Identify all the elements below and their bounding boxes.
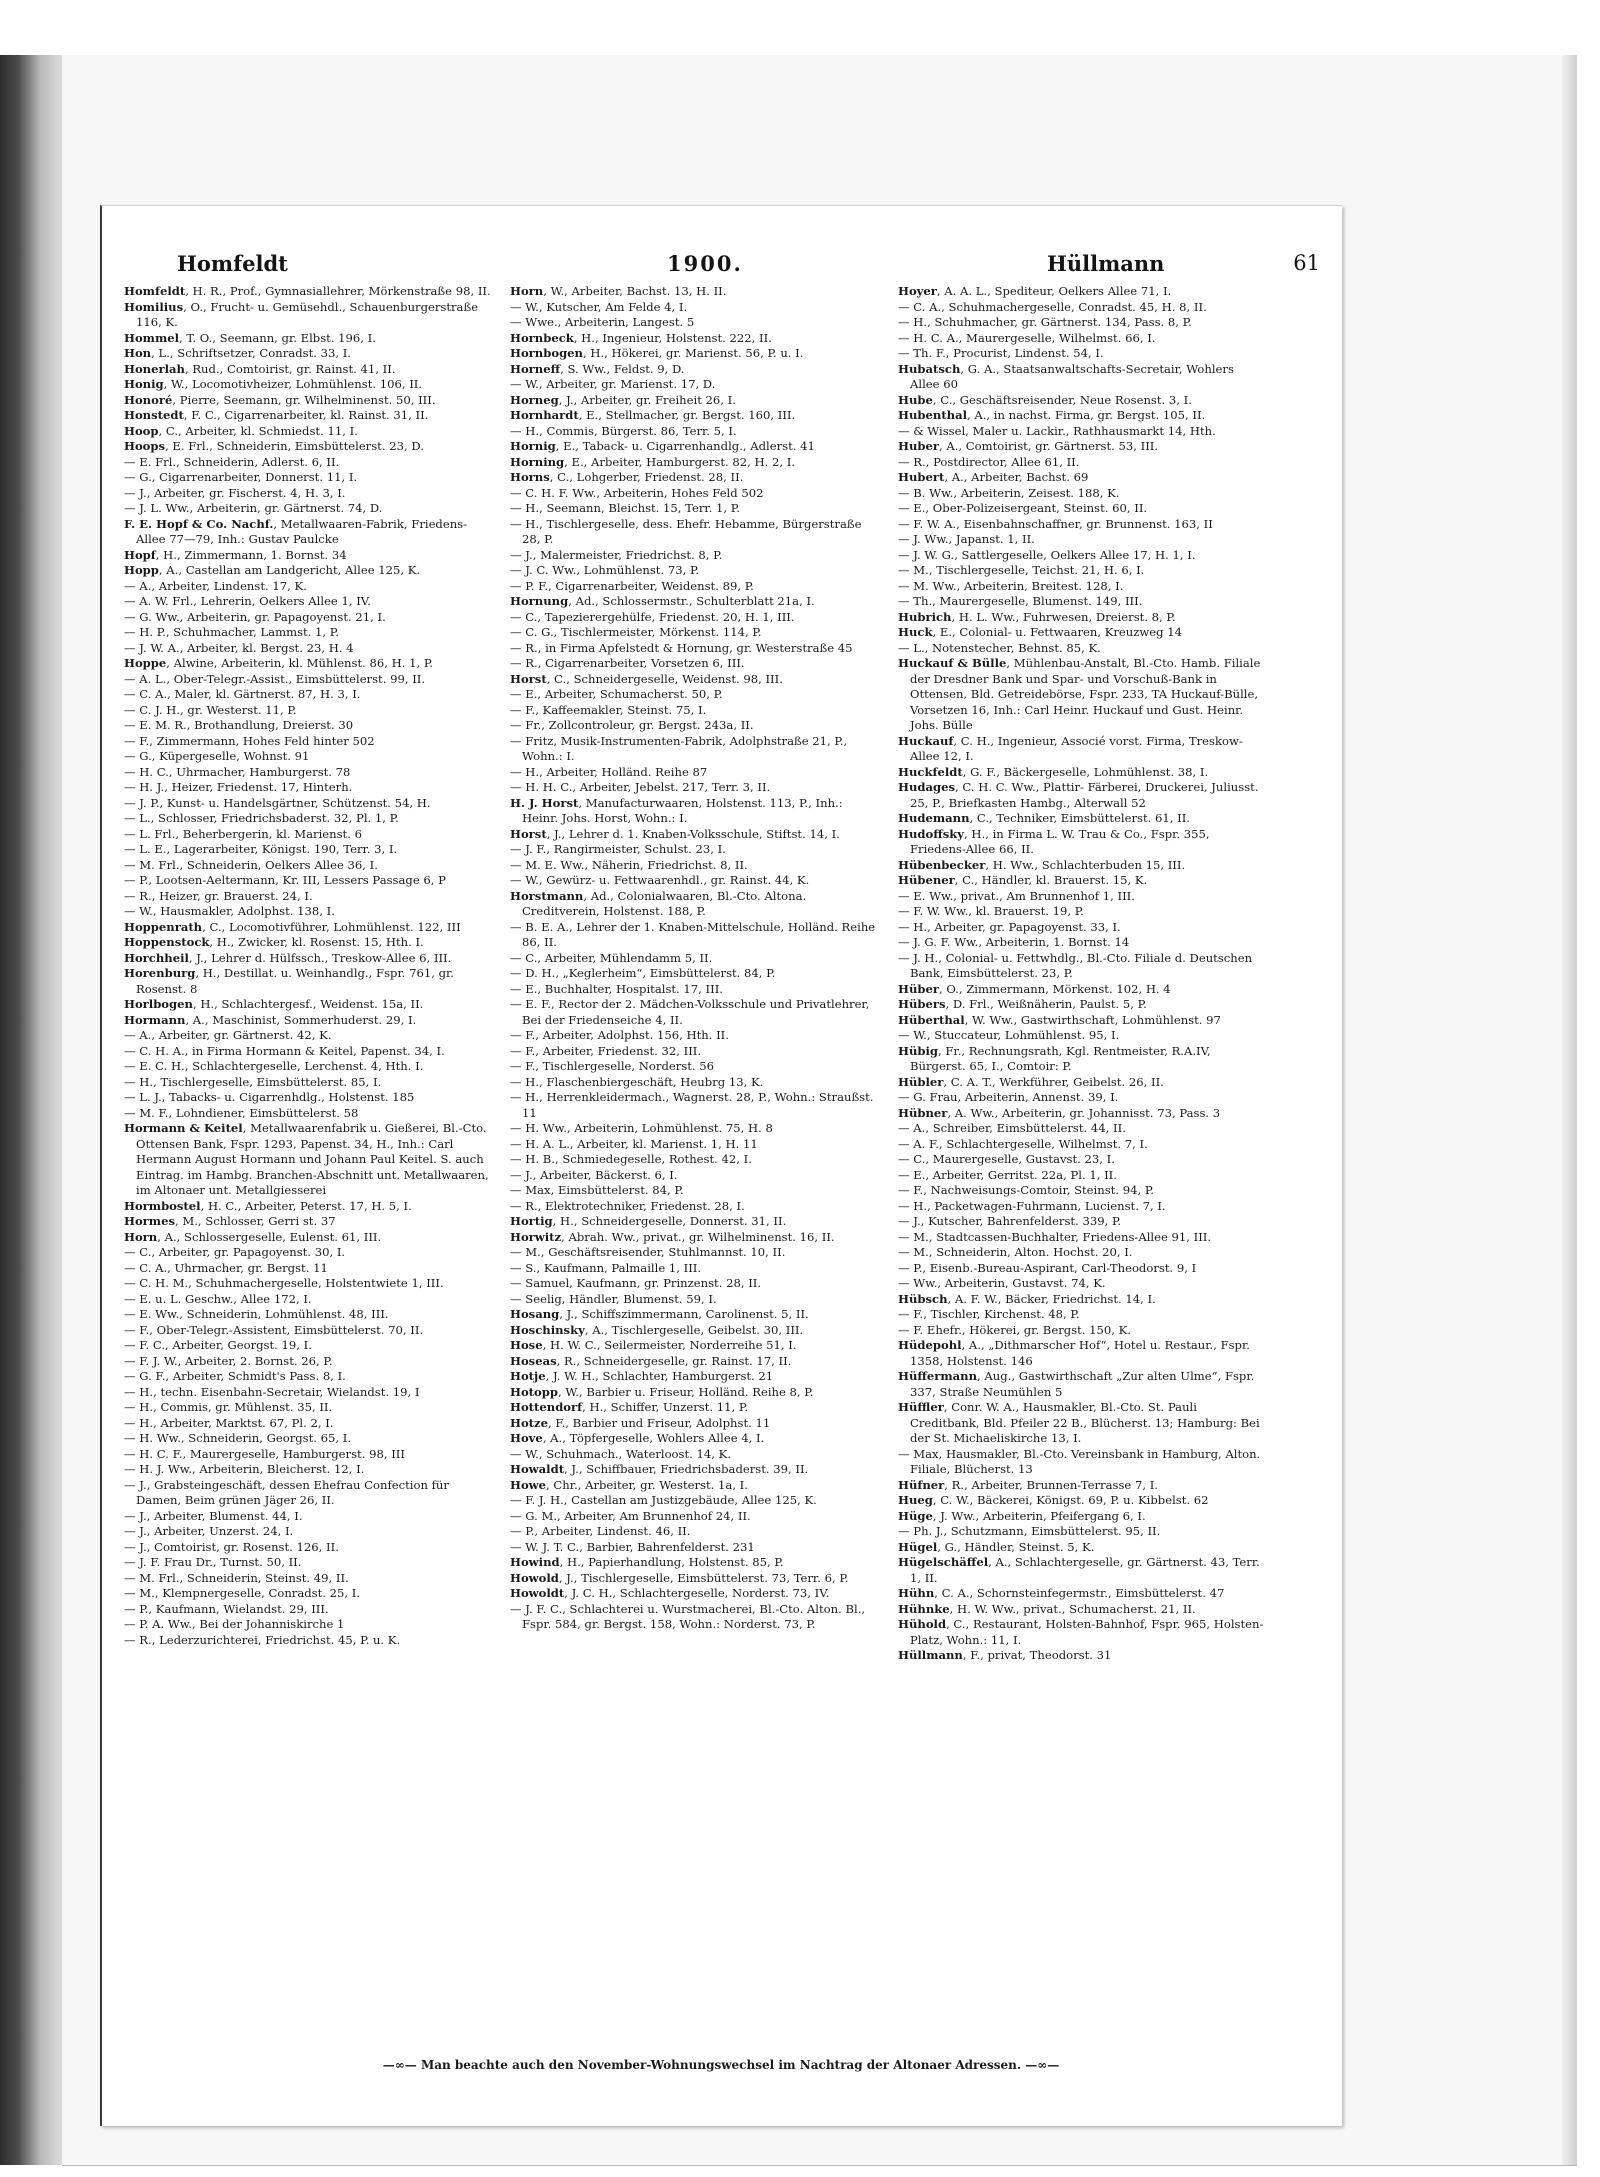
directory-entry: — P., Lootsen-Aeltermann, Kr. III, Lessers Passage 6, P [124, 873, 446, 887]
directory-entry: — M. Frl., Schneiderin, Steinst. 49, II. [124, 1570, 349, 1585]
directory-entry: Hormes, M., Schlosser, Gerri st. 37 [124, 1214, 336, 1228]
directory-page [100, 205, 1342, 2126]
page-number: 61 [1293, 251, 1320, 275]
directory-entry: Hueg, C. W., Bäckerei, Königst. 69, P. u. Kibbelst. 62 [898, 1493, 1209, 1507]
directory-entry: Hormann & Keitel, Metallwaarenfabrik u. Gießerei, Bl.-Cto. Ottensen Bank, Fspr. 1293, Papenst. 34, H., Inh.: Carl Hermann August Hormann und Johann Paul Keitel. S. auch Eintrag. im Hambg. Branchen-Abschnitt unt. Metallwaaren, im Altonaer unt. Metallgiesserei [124, 1121, 489, 1197]
directory-entry: — Max, Hausmakler, Bl.-Cto. Vereinsbank in Hamburg, Alton. Filiale, Blücherst. 13 [898, 1446, 1261, 1476]
directory-entry: Hoschinsky, A., Tischlergeselle, Geibelst. 30, III. [510, 1322, 804, 1337]
directory-entry: Horst, C., Schneidergeselle, Weidenst. 98, III. [510, 671, 783, 686]
directory-entry: Hoyer, A. A. L., Spediteur, Oelkers Allee 71, I. [898, 284, 1172, 298]
directory-entry: Hühn, C. A., Schornsteinfegermstr., Eimsbüttelerst. 47 [898, 1586, 1225, 1600]
directory-entry: — P., Arbeiter, Lindenst. 46, II. [510, 1524, 691, 1538]
directory-entry: — G. M., Arbeiter, Am Brunnenhof 24, II. [510, 1508, 751, 1523]
directory-entry: — E., Arbeiter, Gerritst. 22a, Pl. 1, II. [898, 1167, 1117, 1182]
directory-entry: — A. L., Ober-Telegr.-Assist., Eimsbüttelerst. 99, II. [124, 671, 426, 686]
directory-entry: Hubert, A., Arbeiter, Bachst. 69 [898, 470, 1089, 484]
directory-entry: Hüber, O., Zimmermann, Mörkenst. 102, H. 4 [898, 981, 1171, 996]
directory-entry: — J. F., Rangirmeister, Schulst. 23, I. [510, 842, 726, 856]
directory-entry: Honig, W., Locomotivheizer, Lohmühlenst. 106, II. [124, 377, 423, 391]
directory-entry: H. J. Horst, Manufacturwaaren, Holstenst. 113, P., Inh.: Heinr. Johs. Horst, Wohn.: I. [510, 795, 843, 825]
footer-notice: —∞— Man beachte auch den November-Wohnungswechsel im Nachtrag der Altonaer Adressen. —∞— [382, 2058, 1060, 2072]
directory-entry: — Ph. J., Schutzmann, Eimsbüttelerst. 95, II. [898, 1524, 1161, 1538]
directory-entry: Hornbogen, H., Hökerei, gr. Marienst. 56, P. u. I. [510, 346, 804, 360]
directory-entry: — M., Geschäftsreisender, Stuhlmannst. 10, II. [510, 1245, 786, 1259]
directory-entry: — R., Heizer, gr. Brauerst. 24, I. [124, 888, 313, 903]
directory-entry: — H., Tischlergeselle, dess. Ehefr. Hebamme, Bürgerstraße 28, P. [510, 516, 862, 546]
directory-entry: — H. Ww., Arbeiterin, Lohmühlenst. 75, H. 8 [510, 1121, 773, 1135]
facing-page-shadow [1562, 55, 1577, 2165]
directory-entry: — H. C. A., Maurergeselle, Wilhelmst. 66, I. [898, 330, 1156, 345]
directory-entry: — P. F., Cigarrenarbeiter, Weidenst. 89, P. [510, 578, 754, 593]
directory-entry: Hubenthal, A., in nachst. Firma, gr. Bergst. 105, II. [898, 408, 1206, 422]
directory-entry: Horn, W., Arbeiter, Bachst. 13, H. II. [510, 284, 727, 298]
directory-entry: Hube, C., Geschäftsreisender, Neue Rosenst. 3, I. [898, 392, 1192, 407]
directory-entry: — H., Herrenkleidermach., Wagnerst. 28, P., Wohn.: Straußst. 11 [510, 1090, 874, 1120]
directory-entry: Hühnke, H. W. Ww., privat., Schumacherst. 21, II. [898, 1601, 1196, 1616]
directory-entry: — L. E., Lagerarbeiter, Königst. 190, Terr. 3, I. [124, 842, 398, 856]
directory-entry: — J. H., Colonial- u. Fettwhdlg., Bl.-Cto. Filiale d. Deutschen Bank, Eimsbüttelerst. 23, P. [898, 950, 1253, 980]
directory-entry: — & Wissel, Maler u. Lackir., Rathhausmarkt 14, Hth. [898, 423, 1216, 438]
directory-entry: — E. Ww., Schneiderin, Lohmühlenst. 48, III. [124, 1307, 389, 1321]
directory-entry: Hove, A., Töpfergeselle, Wohlers Allee 4, I. [510, 1431, 765, 1445]
directory-entry: Horneg, J., Arbeiter, gr. Freiheit 26, I. [510, 392, 736, 407]
directory-entry: Hüffler, Conr. W. A., Hausmakler, Bl.-Cto. St. Pauli Creditbank, Bld. Pfeiler 22 B., Blücherst. 13; Hamburg: Bei der St. Michaeliskirche 13, I. [898, 1400, 1260, 1445]
directory-entry: Hübers, D. Frl., Weißnäherin, Paulst. 5, P. [898, 997, 1147, 1011]
directory-entry: — H., Flaschenbiergeschäft, Heubrg 13, K. [510, 1074, 764, 1089]
directory-entry: Horenburg, H., Destillat. u. Weinhandlg., Fspr. 761, gr. Rosenst. 8 [124, 966, 454, 996]
page-header [122, 251, 1320, 277]
directory-entry: — H., Tischlergeselle, Eimsbüttelerst. 85, I. [124, 1074, 382, 1089]
directory-entry: — W., Hausmakler, Adolphst. 138, I. [124, 904, 335, 918]
directory-entry: — F. W. A., Eisenbahnschaffner, gr. Brunnenst. 163, II [898, 516, 1213, 531]
directory-entry: — J. C. Ww., Lohmühlenst. 73, P. [510, 563, 700, 577]
directory-entry: — J., Grabsteingeschäft, dessen Ehefrau Confection für Damen, Beim grünen Jäger 26, II. [124, 1477, 449, 1507]
directory-entry: Hormann, A., Maschinist, Sommerhuderst. 29, I. [124, 1012, 417, 1027]
directory-entry: — M., Tischlergeselle, Teichst. 21, H. 6, I. [898, 563, 1145, 577]
directory-entry: — E. F., Rector der 2. Mädchen-Volksschule und Privatlehrer, Bei der Friedenseiche 4, II. [510, 997, 870, 1027]
directory-entry: Honerlah, Rud., Comtoirist, gr. Rainst. 41, II. [124, 361, 396, 376]
directory-entry: Hotje, J. W. H., Schlachter, Hamburgerst. 21 [510, 1369, 774, 1383]
directory-entry: — C., Maurergeselle, Gustavst. 23, I. [898, 1152, 1115, 1166]
directory-entry: — J., Malermeister, Friedrichst. 8, P. [510, 547, 723, 562]
directory-entry: — G., Cigarrenarbeiter, Donnerst. 11, I. [124, 470, 358, 484]
directory-entry: — F., Tischler, Kirchenst. 48, P. [898, 1307, 1080, 1321]
directory-entry: — H. H. C., Arbeiter, Jebelst. 217, Terr. 3, II. [510, 780, 771, 794]
directory-entry: Hopp, A., Castellan am Landgericht, Allee 125, K. [124, 563, 421, 577]
directory-entry: Hüllmann, F., privat, Theodorst. 31 [898, 1648, 1112, 1662]
directory-entry: Howind, H., Papierhandlung, Holstenst. 85, P. [510, 1555, 784, 1569]
directory-entry: Hüffermann, Aug., Gastwirthschaft „Zur alten Ulme“, Fspr. 337, Straße Neumühlen 5 [898, 1369, 1255, 1399]
directory-entry: Hopf, H., Zimmermann, 1. Bornst. 34 [124, 547, 347, 562]
directory-entry: Hudages, C. H. C. Ww., Plattir- Färberei, Druckerei, Juliusst. 25, P., Briefkasten Hambg., Alterwall 52 [898, 780, 1259, 810]
directory-entry: — H., techn. Eisenbahn-Secretair, Wielandst. 19, I [124, 1384, 420, 1399]
directory-entry: Hudoffsky, H., in Firma L. W. Trau & Co., Fspr. 355, Friedens-Allee 66, II. [898, 826, 1210, 856]
directory-entry: — F. J. W., Arbeiter, 2. Bornst. 26, P. [124, 1353, 333, 1368]
directory-entry: Hornung, Ad., Schlossermstr., Schulterblatt 21a, I. [510, 594, 815, 608]
directory-entry: — Fritz, Musik-Instrumenten-Fabrik, Adolphstraße 21, P., Wohn.: I. [510, 733, 848, 763]
directory-entry: — Wwe., Arbeiterin, Langest. 5 [510, 315, 695, 329]
directory-entry: — E. C. H., Schlachtergeselle, Lerchenst. 4, Hth. I. [124, 1059, 424, 1073]
directory-entry: Homfeldt, H. R., Prof., Gymnasiallehrer, Mörkenstraße 98, II. [124, 284, 491, 298]
directory-entry: — E. Frl., Schneiderin, Adlerst. 6, II. [124, 454, 340, 469]
directory-entry: — J. F. C., Schlachterei u. Wurstmacherei, Bl.-Cto. Alton. Bl., Fspr. 584, gr. Bergst. 158, Wohn.: Norderst. 73, P. [510, 1601, 866, 1631]
directory-entry: — M., Schneiderin, Alton. Hochst. 20, I. [898, 1245, 1133, 1259]
directory-entry: Hommel, T. O., Seemann, gr. Elbst. 196, I. [124, 330, 376, 345]
directory-entry: Huckauf, C. H., Ingenieur, Associé vorst. Firma, Treskow-Allee 12, I. [898, 733, 1243, 763]
directory-entry: — C. J. H., gr. Westerst. 11, P. [124, 702, 297, 717]
directory-entry: Hoppenstock, H., Zwicker, kl. Rosenst. 15, Hth. I. [124, 935, 424, 949]
directory-entry: — F., Arbeiter, Friedenst. 32, III. [510, 1043, 702, 1058]
directory-entry: — J. Ww., Japanst. 1, II. [898, 532, 1035, 546]
directory-entry: — J., Kutscher, Bahrenfelderst. 339, P. [898, 1214, 1122, 1228]
directory-entry: — W., Schuhmach., Waterloost. 14, K. [510, 1446, 731, 1461]
directory-entry: Horstmann, Ad., Colonialwaaren, Bl.-Cto. Altona. Creditverein, Holstenst. 188, P. [510, 888, 807, 918]
directory-entry: — W., Arbeiter, gr. Marienst. 17, D. [510, 377, 716, 391]
directory-entry: — E. M. R., Brothandlung, Dreierst. 30 [124, 718, 354, 732]
directory-entry: — H., Commis, Bürgerst. 86, Terr. 5, I. [510, 423, 737, 438]
directory-entry: — M., Klempnergeselle, Conradst. 25, I. [124, 1586, 361, 1600]
directory-entry: — H., Arbeiter, gr. Papagoyenst. 33, I. [898, 919, 1121, 934]
directory-entry: Hoppe, Alwine, Arbeiterin, kl. Mühlenst. 86, H. 1, P. [124, 656, 433, 670]
directory-entry: Hottendorf, H., Schiffer, Unzerst. 11, P. [510, 1400, 749, 1414]
directory-entry: — B. Ww., Arbeiterin, Zeisest. 188, K. [898, 485, 1120, 500]
directory-entry: — R., Postdirector, Allee 61, II. [898, 454, 1080, 469]
directory-entry: — F., Arbeiter, Adolphst. 156, Hth. II. [510, 1028, 729, 1042]
directory-entry: — Ww., Arbeiterin, Gustavst. 74, K. [898, 1276, 1106, 1290]
directory-entry: — H. C., Uhrmacher, Hamburgerst. 78 [124, 764, 351, 779]
directory-entry: Hübner, A. Ww., Arbeiterin, gr. Johannisst. 73, Pass. 3 [898, 1105, 1221, 1120]
directory-entry: Hoppenrath, C., Locomotivführer, Lohmühlenst. 122, III [124, 919, 461, 934]
directory-entry: Homilius, O., Frucht- u. Gemüsehdl., Schauenburgerstraße 116, K. [124, 299, 479, 329]
directory-entry: — A., Arbeiter, gr. Gärtnerst. 42, K. [124, 1028, 332, 1042]
directory-entry: Hoops, E. Frl., Schneiderin, Eimsbüttelerst. 23, D. [124, 439, 424, 453]
directory-entry: — P., Eisenb.-Bureau-Aspirant, Carl-Theodorst. 9, I [898, 1260, 1197, 1275]
directory-entry: — Max, Eimsbüttelerst. 84, P. [510, 1183, 684, 1197]
directory-entry: — H., Packetwagen-Fuhrmann, Lucienst. 7, I. [898, 1198, 1166, 1213]
directory-entry: — R., in Firma Apfelstedt & Hornung, gr. Westerstraße 45 [510, 640, 853, 655]
directory-entry: Hübsch, A. F. W., Bäcker, Friedrichst. 14, I. [898, 1291, 1156, 1306]
directory-entry: — R., Elektrotechniker, Friedenst. 28, I. [510, 1198, 745, 1213]
directory-entry: — H., Commis, gr. Mühlenst. 35, II. [124, 1400, 333, 1414]
directory-entry: Howoldt, J. C. H., Schlachtergeselle, Norderst. 73, IV. [510, 1586, 830, 1600]
directory-entry: — C., Arbeiter, gr. Papagoyenst. 30, I. [124, 1245, 346, 1259]
directory-entry: Horneff, S. Ww., Feldst. 9, D. [510, 361, 685, 376]
directory-entry: — L., Notenstecher, Behnst. 85, K. [898, 640, 1101, 655]
directory-entry: — E. u. L. Geschw., Allee 172, I. [124, 1291, 312, 1306]
directory-entry: Hübler, C. A. T., Werkführer, Geibelst. 26, II. [898, 1074, 1164, 1089]
directory-entry: — G. Ww., Arbeiterin, gr. Papagoyenst. 21, I. [124, 609, 386, 624]
directory-entry: — F., Ober-Telegr.-Assistent, Eimsbüttelerst. 70, II. [124, 1322, 424, 1337]
running-head-first-entry: Homfeldt [177, 251, 288, 276]
directory-entry: — C., Arbeiter, Mühlendamm 5, II. [510, 950, 713, 965]
directory-entry: — J. W. A., Arbeiter, kl. Bergst. 23, H. 4 [124, 640, 354, 655]
directory-entry: Horlbogen, H., Schlachtergesf., Weidenst. 15a, II. [124, 997, 424, 1011]
directory-entry: — C. A., Uhrmacher, gr. Bergst. 11 [124, 1260, 328, 1275]
directory-entry: — H., Schuhmacher, gr. Gärtnerst. 134, Pass. 8, P. [898, 315, 1192, 329]
directory-entry: — W. J. T. C., Barbier, Bahrenfelderst. 231 [510, 1539, 755, 1554]
directory-entry: — C. G., Tischlermeister, Mörkenst. 114, P. [510, 625, 762, 639]
directory-entry: Hornhardt, E., Stellmacher, gr. Bergst. 160, III. [510, 408, 796, 422]
directory-entry: — Samuel, Kaufmann, gr. Prinzenst. 28, II. [510, 1276, 762, 1290]
directory-entry: — P. A. Ww., Bei der Johanniskirche 1 [124, 1617, 345, 1631]
directory-entry: — M. Ww., Arbeiterin, Breitest. 128, I. [898, 578, 1124, 593]
directory-entry: Hoseas, R., Schneidergeselle, gr. Rainst. 17, II. [510, 1353, 792, 1368]
directory-entry: — J., Comtoirist, gr. Rosenst. 126, II. [124, 1539, 339, 1554]
directory-entry: — F. Ehefr., Hökerei, gr. Bergst. 150, K. [898, 1322, 1131, 1337]
directory-entry: Hüfner, R., Arbeiter, Brunnen-Terrasse 7, I. [898, 1477, 1158, 1492]
directory-entry: Howe, Chr., Arbeiter, gr. Westerst. 1a, I. [510, 1477, 748, 1492]
directory-entry: — E., Arbeiter, Schumacherst. 50, P. [510, 687, 723, 701]
directory-entry: Huber, A., Comtoirist, gr. Gärtnerst. 53, III. [898, 439, 1159, 453]
directory-entry: Hubatsch, G. A., Staatsanwaltschafts-Secretair, Wohlers Allee 60 [898, 361, 1234, 391]
directory-entry: — E., Buchhalter, Hospitalst. 17, III. [510, 981, 723, 996]
directory-entry: — H. J. Ww., Arbeiterin, Bleicherst. 12, I. [124, 1462, 365, 1476]
directory-entry: — G., Küpergeselle, Wohnst. 91 [124, 749, 310, 763]
directory-entry: Hügelschäffel, A., Schlachtergeselle, gr. Gärtnerst. 43, Terr. 1, II. [898, 1555, 1260, 1585]
directory-entry: Hübener, C., Händler, kl. Brauerst. 15, K. [898, 873, 1148, 887]
directory-entry: Horn, A., Schlossergeselle, Eulenst. 61, III. [124, 1229, 382, 1244]
directory-entry: — F., Zimmermann, Hohes Feld hinter 502 [124, 733, 375, 748]
directory-column-1 [124, 284, 492, 2054]
directory-entry: — S., Kaufmann, Palmaille 1, III. [510, 1260, 702, 1275]
directory-entry: Hüberthal, W. Ww., Gastwirthschaft, Lohmühlenst. 97 [898, 1012, 1221, 1027]
directory-entry: — F. J. H., Castellan am Justizgebäude, Allee 125, K. [510, 1493, 817, 1507]
directory-entry: Hüdepohl, A., „Dithmarscher Hof“, Hotel u. Restaur., Fspr. 1358, Holstenst. 146 [898, 1338, 1250, 1368]
directory-entry: Honstedt, F. C., Cigarrenarbeiter, kl. Rainst. 31, II. [124, 408, 429, 422]
directory-entry: — E., Ober-Polizeisergeant, Steinst. 60, II. [898, 501, 1148, 515]
directory-entry: — J. P., Kunst- u. Handelsgärtner, Schützenst. 54, H. [124, 795, 431, 810]
directory-entry: — H. J., Heizer, Friedenst. 17, Hinterh. [124, 780, 353, 794]
directory-entry: — W., Kutscher, Am Felde 4, I. [510, 299, 688, 314]
directory-entry: Hübenbecker, H. Ww., Schlachterbuden 15, III. [898, 857, 1186, 872]
directory-entry: Hudemann, C., Techniker, Eimsbüttelerst. 61, II. [898, 811, 1190, 825]
directory-entry: Horchheil, J., Lehrer d. Hülfssch., Treskow-Allee 6, III. [124, 950, 452, 965]
directory-entry: Horwitz, Abrah. Ww., privat., gr. Wilhelminenst. 16, II. [510, 1229, 835, 1244]
directory-entry: Horst, J., Lehrer d. 1. Knaben-Volksschule, Stiftst. 14, I. [510, 826, 840, 841]
directory-entry: — R., Lederzurichterei, Friedrichst. 45, P. u. K. [124, 1632, 401, 1647]
directory-entry: — J. G. F. Ww., Arbeiterin, 1. Bornst. 14 [898, 935, 1130, 949]
directory-entry: — M. F., Lohndiener, Eimsbüttelerst. 58 [124, 1105, 359, 1120]
directory-entry: Huckauf & Bülle, Mühlenbau-Anstalt, Bl.-Cto. Hamb. Filiale der Dresdner Bank und Spar- und Vorschuß-Bank in Ottensen, Bld. Getreidebörse, Fspr. 233, TA Huckauf-Bülle, Vorsetzen 16, Inh.: Carl Heinr. Huckauf und Gust. Heinr. Johs. Bülle [898, 656, 1261, 732]
directory-entry: — H. Ww., Schneiderin, Georgst. 65, I. [124, 1431, 352, 1445]
directory-entry: — J., Arbeiter, Blumenst. 44, I. [124, 1508, 303, 1523]
directory-entry: Hortig, H., Schneidergeselle, Donnerst. 31, II. [510, 1214, 787, 1228]
directory-entry: — M. Frl., Schneiderin, Oelkers Allee 36, I. [124, 857, 378, 872]
directory-entry: — H. B., Schmiedegeselle, Rothest. 42, I. [510, 1152, 752, 1166]
directory-entry: — H., Arbeiter, Holländ. Reihe 87 [510, 764, 708, 779]
directory-entry: — C. H. M., Schuhmachergeselle, Holstentwiete 1, III. [124, 1276, 444, 1290]
directory-column-3 [898, 284, 1266, 2054]
directory-entry: Hormbostel, H. C., Arbeiter, Peterst. 17, H. 5, I. [124, 1198, 412, 1213]
directory-column-2 [510, 284, 878, 2054]
directory-entry: — J., Arbeiter, gr. Fischerst. 4, H. 3, I. [124, 485, 346, 500]
directory-entry: — J., Arbeiter, Unzerst. 24, I. [124, 1524, 294, 1538]
directory-entry: — D. H., „Keglerheim“, Eimsbüttelerst. 84, P. [510, 966, 776, 980]
directory-entry: F. E. Hopf & Co. Nachf., Metallwaaren-Fabrik, Friedens-Allee 77—79, Inh.: Gustav Paulcke [124, 516, 468, 546]
directory-entry: — M. E. Ww., Näherin, Friedrichst. 8, II. [510, 857, 748, 872]
directory-entry: — B. E. A., Lehrer der 1. Knaben-Mittelschule, Holländ. Reihe 86, II. [510, 919, 876, 949]
directory-entry: Hotze, F., Barbier und Friseur, Adolphst. 11 [510, 1415, 771, 1430]
directory-entry: — F., Nachweisungs-Comtoir, Steinst. 94, P. [898, 1183, 1154, 1197]
directory-entry: — L. J., Tabacks- u. Cigarrenhdlg., Holstenst. 185 [124, 1090, 415, 1104]
directory-entry: — W., Stuccateur, Lohmühlenst. 95, I. [898, 1028, 1120, 1042]
directory-entry: — J. F. Frau Dr., Turnst. 50, II. [124, 1555, 302, 1569]
directory-entry: — L., Schlosser, Friedrichsbaderst. 32, Pl. 1, P. [124, 811, 399, 825]
directory-entry: — H. C. F., Maurergeselle, Hamburgerst. 98, III [124, 1446, 405, 1461]
directory-entry: — A., Schreiber, Eimsbüttelerst. 44, II. [898, 1121, 1126, 1135]
directory-entry: Howaldt, J., Schiffbauer, Friedrichsbaderst. 39, II. [510, 1462, 809, 1476]
directory-entry: — C., Tapezierergehülfe, Friedenst. 20, H. 1, III. [510, 609, 795, 624]
directory-entry: — R., Cigarrenarbeiter, Vorsetzen 6, III. [510, 656, 745, 670]
directory-entry: — H., Arbeiter, Marktst. 67, Pl. 2, I. [124, 1415, 334, 1430]
directory-entry: — C. A., Maler, kl. Gärtnerst. 87, H. 3, I. [124, 687, 361, 701]
directory-entry: — W., Gewürz- u. Fettwaarenhdl., gr. Rainst. 44, K. [510, 873, 810, 887]
directory-entry: — A., Arbeiter, Lindenst. 17, K. [124, 578, 307, 593]
directory-entry: Hügel, G., Händler, Steinst. 5, K. [898, 1539, 1095, 1554]
directory-entry: Hosang, J., Schiffszimmermann, Carolinenst. 5, II. [510, 1307, 809, 1321]
directory-entry: Hüge, J. Ww., Arbeiterin, Pfeifergang 6, I. [898, 1508, 1146, 1523]
directory-entry: — L. Frl., Beherbergerin, kl. Marienst. 6 [124, 826, 362, 841]
directory-entry: — A. W. Frl., Lehrerin, Oelkers Allee 1, IV. [124, 594, 371, 608]
directory-entry: Horning, E., Arbeiter, Hamburgerst. 82, H. 2, I. [510, 454, 795, 469]
directory-entry: Hotopp, W., Barbier u. Friseur, Holländ. Reihe 8, P. [510, 1384, 814, 1399]
directory-entry: Hühold, C., Restaurant, Holsten-Bahnhof, Fspr. 965, Holsten-Platz, Wohn.: 11, I. [898, 1617, 1264, 1647]
directory-entry: — H., Seemann, Bleichst. 15, Terr. 1, P. [510, 501, 740, 515]
directory-entry: — C. A., Schuhmachergeselle, Conradst. 45, H. 8, II. [898, 299, 1207, 314]
directory-entry: — Fr., Zollcontroleur, gr. Bergst. 243a, II. [510, 718, 754, 732]
directory-entry: Honoré, Pierre, Seemann, gr. Wilhelminenst. 50, III. [124, 392, 436, 407]
directory-entry: — H. P., Schuhmacher, Lammst. 1, P. [124, 625, 339, 639]
scan-binding-strip [0, 55, 62, 2165]
directory-entry: — G. F., Arbeiter, Schmidt's Pass. 8, I. [124, 1369, 346, 1383]
directory-entry: Hübig, Fr., Rechnungsrath, Kgl. Rentmeister, R.A.IV, Bürgerst. 65, I., Comtoir: P. [898, 1043, 1211, 1073]
directory-entry: — H. A. L., Arbeiter, kl. Marienst. 1, H. 11 [510, 1136, 758, 1151]
directory-entry: — G. Frau, Arbeiterin, Annenst. 39, I. [898, 1090, 1119, 1104]
directory-entry: Huckfeldt, G. F., Bäckergeselle, Lohmühlenst. 38, I. [898, 764, 1209, 779]
directory-entry: Howold, J., Tischlergeselle, Eimsbüttelerst. 73, Terr. 6, P. [510, 1570, 849, 1585]
directory-entry: — A. F., Schlachtergeselle, Wilhelmst. 7, I. [898, 1136, 1148, 1151]
running-head-year: 1900. [667, 251, 743, 276]
directory-entry: — Th., Maurergeselle, Blumenst. 149, III. [898, 594, 1143, 608]
directory-entry: — C. H. F. Ww., Arbeiterin, Hohes Feld 502 [510, 485, 764, 500]
directory-entry: — Seelig, Händler, Blumenst. 59, I. [510, 1291, 717, 1306]
directory-entry: — C. H. A., in Firma Hormann & Keitel, Papenst. 34, I. [124, 1043, 445, 1058]
directory-entry: — J. W. G., Sattlergeselle, Oelkers Allee 17, H. 1, I. [898, 547, 1196, 562]
directory-entry: Huck, E., Colonial- u. Fettwaaren, Kreuzweg 14 [898, 625, 1183, 639]
directory-entry: Hon, L., Schriftsetzer, Conradst. 33, I. [124, 346, 351, 360]
directory-entry: Hoop, C., Arbeiter, kl. Schmiedst. 11, I. [124, 423, 358, 438]
directory-entry: Hubrich, H. L. Ww., Fuhrwesen, Dreierst. 8, P. [898, 609, 1176, 624]
directory-entry: — E. Ww., privat., Am Brunnenhof 1, III. [898, 888, 1135, 903]
directory-entry: — F. W. Ww., kl. Brauerst. 19, P. [898, 904, 1084, 918]
directory-entry: Horns, C., Lohgerber, Friedenst. 28, II. [510, 470, 744, 484]
directory-entry: — J. L. Ww., Arbeiterin, gr. Gärtnerst. 74, D. [124, 501, 383, 515]
directory-entry: Hornig, E., Taback- u. Cigarrenhandlg., Adlerst. 41 [510, 439, 815, 453]
running-head-last-entry: Hüllmann [1047, 251, 1165, 276]
directory-entry: Hose, H. W. C., Seilermeister, Norderreihe 51, I. [510, 1338, 797, 1352]
directory-entry: — P., Kaufmann, Wielandst. 29, III. [124, 1601, 329, 1616]
directory-entry: — F., Kaffeemakler, Steinst. 75, I. [510, 702, 707, 717]
directory-entry: — J., Arbeiter, Bäckerst. 6, I. [510, 1167, 678, 1182]
directory-entry: — F. C., Arbeiter, Georgst. 19, I. [124, 1338, 312, 1352]
directory-entry: — F., Tischlergeselle, Norderst. 56 [510, 1059, 714, 1073]
directory-entry: Hornbeck, H., Ingenieur, Holstenst. 222, II. [510, 330, 772, 345]
directory-entry: — Th. F., Procurist, Lindenst. 54, I. [898, 346, 1104, 360]
directory-entry: — M., Stadtcassen-Buchhalter, Friedens-Allee 91, III. [898, 1229, 1212, 1244]
